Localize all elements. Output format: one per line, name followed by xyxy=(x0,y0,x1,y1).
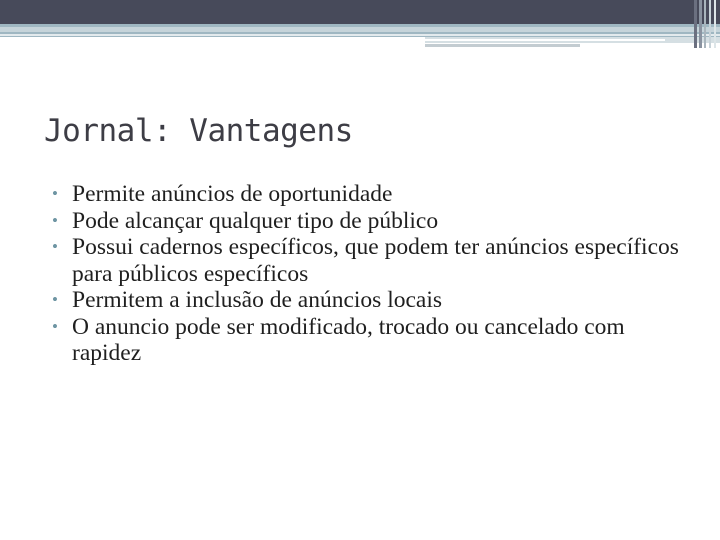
bullet-icon: • xyxy=(52,316,58,336)
bullet-text: Permitem a inclusão de anúncios locais xyxy=(72,287,443,313)
bullet-icon: • xyxy=(52,184,58,203)
bullet-icon: • xyxy=(52,290,58,309)
bullet-list xyxy=(52,181,692,367)
bullet-item xyxy=(52,181,692,208)
corner-stripe xyxy=(714,0,716,48)
bullet-text: Pode alcançar qualquer tipo de público xyxy=(72,207,439,234)
bullet-item xyxy=(52,208,692,235)
bullet-text: Permite anúncios de oportunidade xyxy=(72,181,393,207)
accent-bar-short xyxy=(425,44,580,47)
bullet-item xyxy=(52,314,692,367)
bullet-icon: • xyxy=(52,210,58,230)
corner-stripe xyxy=(694,0,697,48)
corner-stripe xyxy=(704,0,706,48)
corner-stripe xyxy=(709,0,711,48)
bullet-text: O anuncio pode ser modificado, trocado ou cancelado com rapidez xyxy=(72,313,625,366)
corner-stripe xyxy=(699,0,702,48)
bullet-item xyxy=(52,287,692,314)
top-banner xyxy=(0,0,720,24)
bullet-icon: • xyxy=(52,237,58,256)
slide-title: Jornal: Vantagens xyxy=(44,113,353,149)
bullet-text: Possui cadernos específicos, que podem ter anúncios específicos para públicos específicos xyxy=(72,234,679,287)
top-banner-highlight xyxy=(0,27,720,32)
accent-bar-line xyxy=(425,39,665,41)
bullet-item xyxy=(52,234,692,287)
top-banner-line xyxy=(0,34,720,36)
